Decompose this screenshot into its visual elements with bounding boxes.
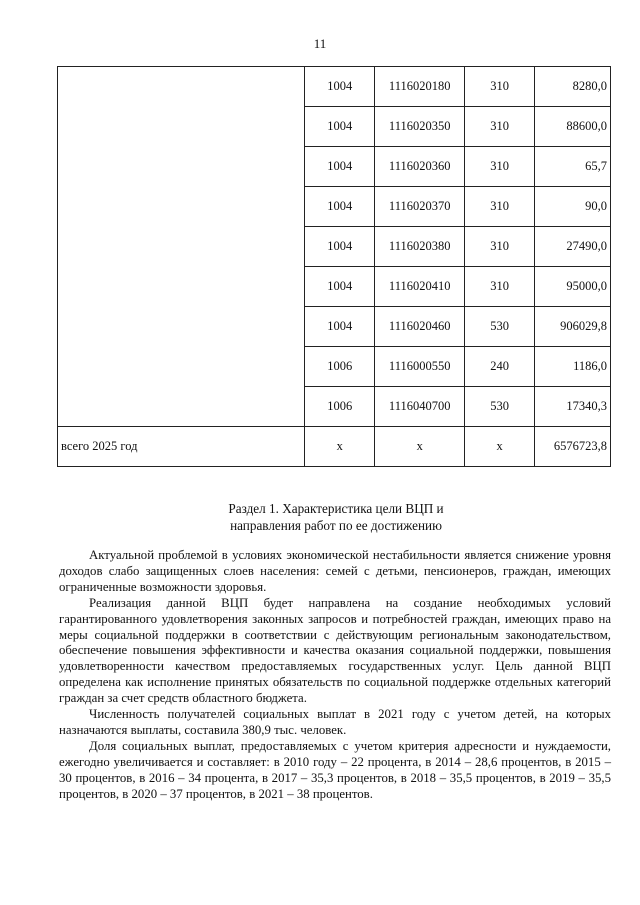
section-code-cell: 1004	[305, 147, 375, 187]
target-code-cell: 1116020350	[375, 107, 465, 147]
page-number: 11	[313, 36, 327, 51]
target-code-cell: 1116020380	[375, 227, 465, 267]
target-code-cell: 1116040700	[375, 387, 465, 427]
section-code-cell: 1004	[305, 267, 375, 307]
expense-type-cell: 240	[465, 347, 535, 387]
target-code-cell: 1116020360	[375, 147, 465, 187]
target-code-cell: 1116020460	[375, 307, 465, 347]
amount-cell: 1186,0	[535, 347, 611, 387]
expense-type-cell: 310	[465, 107, 535, 147]
target-code-cell: 1116000550	[375, 347, 465, 387]
table-label-cell	[58, 67, 305, 427]
expense-type-cell: 310	[465, 267, 535, 307]
section-code-cell: 1004	[305, 227, 375, 267]
target-code-cell: 1116020370	[375, 187, 465, 227]
body-text	[59, 548, 611, 803]
paragraph: Актуальной проблемой в условиях экономической нестабильности является снижение уровня доходов слабо защищенных слоев населения: семей с детьми, пенсионеров, граждан, имеющих ограниченные возможности здоровья.	[59, 548, 611, 594]
table-row	[58, 67, 611, 107]
budget-table	[57, 66, 611, 467]
paragraph: Доля социальных выплат, предоставляемых с учетом критерия адресности и нуждаемости, ежегодно увеличивается и составляет: в 2010 году – 22 процента, в 2014 – 28,6 процентов, в 2015 – 30 процентов, в 2016 – 34 процента, в 2017 – 35,3 процентов, в 2018 – 35,5 процентов, в 2019 – 35,5 процентов, в 2020 – 37 процентов, в 2021 – 38 процентов.	[59, 738, 611, 801]
expense-type-cell: 310	[465, 187, 535, 227]
section-heading	[0, 500, 640, 534]
expense-type-cell: 530	[465, 307, 535, 347]
amount-cell: 8280,0	[535, 67, 611, 107]
amount-cell: 65,7	[535, 147, 611, 187]
paragraph: Численность получателей социальных выплат в 2021 году с учетом детей, на которых назначаются выплаты, составила 380,9 тыс. человек.	[59, 707, 611, 737]
section-code-cell: 1006	[305, 347, 375, 387]
expense-type-cell: 310	[465, 147, 535, 187]
amount-cell: 88600,0	[535, 107, 611, 147]
target-code-cell: 1116020180	[375, 67, 465, 107]
section-heading-line: Раздел 1. Характеристика цели ВЦП и	[228, 501, 444, 516]
amount-cell: 17340,3	[535, 387, 611, 427]
section-heading-line: направления работ по ее достижению	[230, 518, 442, 533]
section-code-cell: 1004	[305, 307, 375, 347]
expense-type-cell: x	[465, 427, 535, 467]
section-code-cell: 1004	[305, 107, 375, 147]
paragraph: Реализация данной ВЦП будет направлена на создание необходимых условий гарантированного удовлетворения законных запросов и потребностей граждан, имеющих право на меры социальной поддержки в соответствии с действующим региональным законодательством, обеспечение повышения эффективности и качества оказания социальной поддержки, повышения удовлетворенности качеством предоставляемых государственных услуг. Цель данной ВЦП определена как исполнение принятых обязательств по социальной поддержке отдельных категорий граждан за счет средств областного бюджета.	[59, 595, 611, 706]
target-code-cell: x	[375, 427, 465, 467]
expense-type-cell: 310	[465, 227, 535, 267]
amount-cell: 90,0	[535, 187, 611, 227]
section-code-cell: x	[305, 427, 375, 467]
section-code-cell: 1006	[305, 387, 375, 427]
section-code-cell: 1004	[305, 187, 375, 227]
total-label: всего 2025 год	[58, 427, 305, 467]
amount-cell: 906029,8	[535, 307, 611, 347]
target-code-cell: 1116020410	[375, 267, 465, 307]
section-code-cell: 1004	[305, 67, 375, 107]
total-amount: 6576723,8	[535, 427, 611, 467]
expense-type-cell: 530	[465, 387, 535, 427]
expense-type-cell: 310	[465, 67, 535, 107]
amount-cell: 27490,0	[535, 227, 611, 267]
amount-cell: 95000,0	[535, 267, 611, 307]
table-total-row	[58, 427, 611, 467]
